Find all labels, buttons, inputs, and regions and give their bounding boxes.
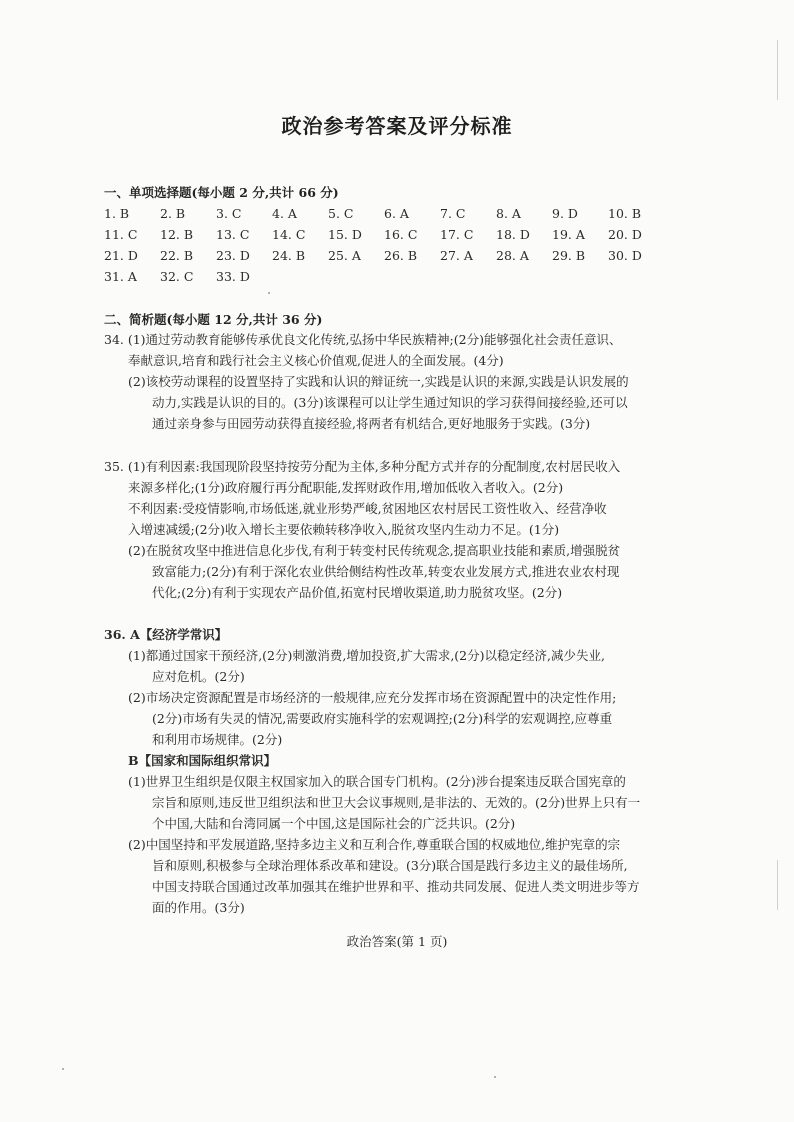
answer-item: 16. C [384,227,418,242]
q36-line: 应对危机。(2分) [152,669,245,684]
section-2-heading: 二、简析题(每小题 12 分,共计 36 分) [104,312,323,327]
answer-item: 19. A [552,227,585,242]
answer-item: 5. C [328,206,354,221]
question-36 [104,624,704,918]
answer-key-grid [104,206,664,284]
q35-line: 35. (1)有利因素:我国现阶段坚持按劳分配为主体,多种分配方式并存的分配制度,农村居民收入 [104,459,621,474]
answer-item: 25. A [328,248,361,263]
answer-item: 18. D [496,227,530,242]
answer-item: 21. D [104,248,138,263]
answer-item: 13. C [216,227,250,242]
answer-item: 24. B [272,248,306,263]
answer-item: 10. B [608,206,642,221]
scan-speck [494,1076,496,1078]
answer-item: 1. B [104,206,130,221]
q35-line: 来源多样化;(1分)政府履行再分配职能,发挥财政作用,增加低收入者收入。(2分) [128,480,564,495]
section-1-heading: 一、单项选择题(每小题 2 分,共计 66 分) [104,185,339,200]
answer-item: 11. C [104,227,138,242]
q34-line: 34. (1)通过劳动教育能够传承优良文化传统,弘扬中华民族精神;(2分)能够强化社会责任意识、 [104,332,622,347]
q34-line: 奉献意识,培育和践行社会主义核心价值观,促进人的全面发展。(4分) [128,353,504,368]
q35-line: 致富能力;(2分)有利于深化农业供给侧结构性改革,转变农业发展方式,推进农业农村现 [152,564,620,579]
answer-item: 4. A [272,206,297,221]
answer-item: 3. C [216,206,242,221]
answer-item: 8. A [496,206,521,221]
question-34 [104,329,704,434]
answer-item: 23. D [216,248,250,263]
answer-item: 17. C [440,227,474,242]
q34-line: 动力,实践是认识的目的。(3分)该课程可以让学生通过知识的学习获得间接经验,还可以 [152,395,628,410]
q35-line: (2)在脱贫攻坚中推进信息化步伐,有利于转变村民传统观念,提高职业技能和素质,增强脱贫 [128,543,621,558]
q35-line: 入增速减缓;(2分)收入增长主要依赖转移净收入,脱贫攻坚内生动力不足。(1分) [128,522,560,537]
answer-item: 22. B [160,248,194,263]
answer-item: 30. D [608,248,642,263]
answer-item: 27. A [440,248,473,263]
answer-item: 15. D [328,227,362,242]
answer-item: 31. A [104,269,137,284]
q36-line: 面的作用。(3分) [152,900,245,915]
answer-item: 29. B [552,248,586,263]
q35-line: 不利因素:受疫情影响,市场低迷,就业形势严峻,贫困地区农村居民工资性收入、经营净收 [128,501,607,516]
answer-item: 28. A [496,248,529,263]
page-title: 政治参考答案及评分标准 [281,114,513,138]
q36-line: 宗旨和原则,违反世卫组织法和世卫大会议事规则,是非法的、无效的。(2分)世界上只有一 [152,795,641,810]
question-35 [104,456,704,603]
scan-speck [62,1068,64,1070]
scan-edge-mark [777,860,778,910]
q36-line: 旨和原则,积极参与全球治理体系改革和建设。(3分)联合国是践行多边主义的最佳场所, [152,858,628,873]
q36-a-heading: 36. A【经济学常识】 [104,627,228,642]
answer-item: 14. C [272,227,306,242]
page-footer: 政治答案(第 1 页) [346,934,448,949]
scan-speck [268,292,270,294]
q36-line: (2)市场决定资源配置是市场经济的一般规律,应充分发挥市场在资源配置中的决定性作用; [128,690,617,705]
q36-line: 和利用市场规律。(2分) [152,732,283,747]
answer-item: 26. B [384,248,418,263]
q34-line: 通过亲身参与田园劳动获得直接经验,将两者有机结合,更好地服务于实践。(3分) [152,416,591,431]
answer-item: 12. B [160,227,194,242]
answer-item: 33. D [216,269,250,284]
q34-line: (2)该校劳动课程的设置坚持了实践和认识的辩证统一,实践是认识的来源,实践是认识发展的 [128,374,629,389]
q36-b-heading: B【国家和国际组织常识】 [128,753,277,768]
q36-line: 中国支持联合国通过改革加强其在维护世界和平、推动共同发展、促进人类文明进步等方 [152,879,640,894]
q35-line: 代化;(2分)有利于实现农产品价值,拓宽村民增收渠道,助力脱贫攻坚。(2分) [152,585,563,600]
answer-item: 7. C [440,206,466,221]
answer-item: 32. C [160,269,194,284]
q36-line: (1)世界卫生组织是仅限主权国家加入的联合国专门机构。(2分)涉台提案违反联合国宪章的 [128,774,626,789]
scan-edge-mark [777,40,778,100]
q36-line: (1)都通过国家干预经济,(2分)刺激消费,增加投资,扩大需求,(2分)以稳定经济,减少失业, [128,648,605,663]
answer-item: 2. B [160,206,186,221]
answer-item: 20. D [608,227,642,242]
q36-line: (2分)市场有失灵的情况,需要政府实施科学的宏观调控;(2分)科学的宏观调控,应尊重 [152,711,613,726]
q36-line: (2)中国坚持和平发展道路,坚持多边主义和互利合作,尊重联合国的权威地位,维护宪章的宗 [128,837,621,852]
answer-item: 9. D [552,206,578,221]
q36-line: 个中国,大陆和台湾同属一个中国,这是国际社会的广泛共识。(2分) [152,816,516,831]
answer-item: 6. A [384,206,409,221]
